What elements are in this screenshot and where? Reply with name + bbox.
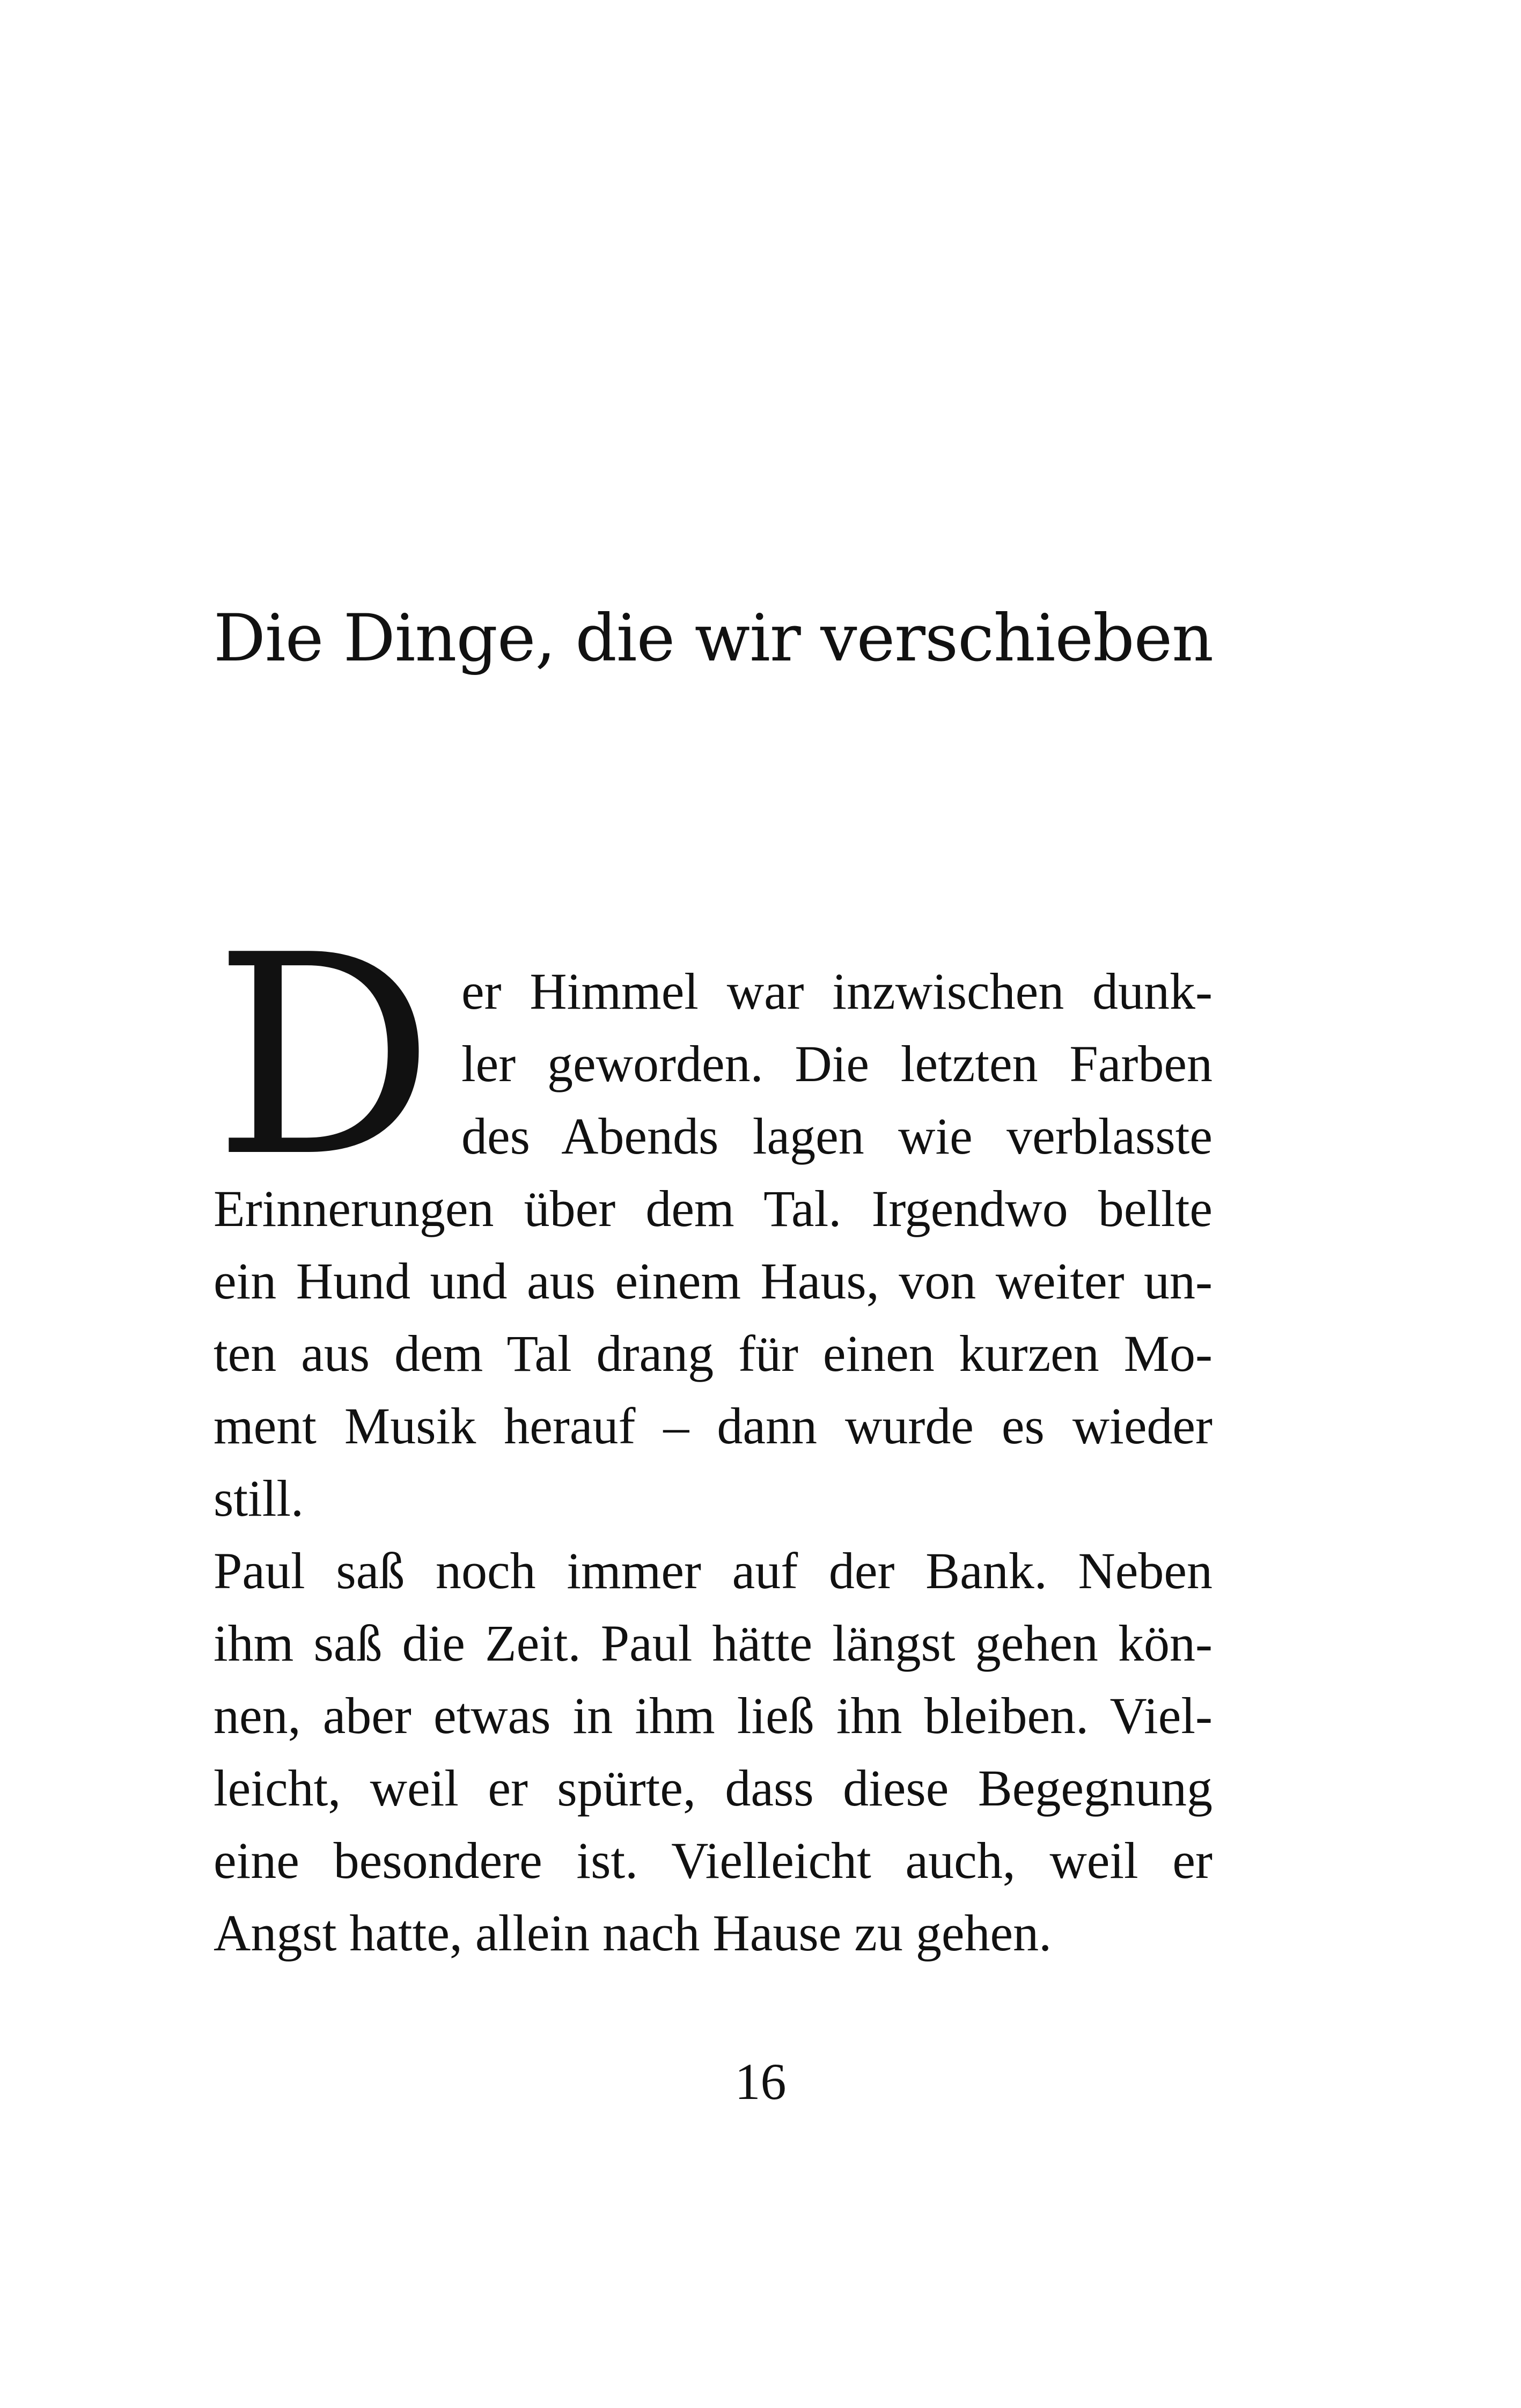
text-line: des Abends lagen wie verblasste [461, 1107, 1213, 1165]
text-line: eine besondere ist. Vielleicht auch, weil er [214, 1832, 1213, 1889]
page-number: 16 [734, 2053, 787, 2110]
text-line: nen, aber etwas in ihm ließ ihn bleiben. Viel- [214, 1687, 1213, 1744]
text-line: still. [214, 1470, 304, 1527]
text-line: ein Hund und aus einem Haus, von weiter un- [214, 1252, 1213, 1310]
text-line: Angst hatte, allein nach Hause zu gehen. [214, 1904, 1052, 1962]
chapter-title: Die Dinge, die wir verschieben [214, 600, 1214, 676]
text-line: Paul saß noch immer auf der Bank. Neben [214, 1542, 1213, 1599]
text-line: ler geworden. Die letzten Farben [461, 1035, 1213, 1092]
text-line: ten aus dem Tal drang für einen kurzen Mo- [214, 1325, 1213, 1382]
text-line: ihm saß die Zeit. Paul hätte längst gehen kön- [214, 1614, 1213, 1672]
text-line: leicht, weil er spürte, dass diese Begegnung [214, 1759, 1213, 1817]
drop-cap: D [214, 897, 435, 1217]
text-line: Erinnerungen über dem Tal. Irgendwo bellte [214, 1180, 1213, 1237]
text-line: er Himmel war inzwischen dunk- [461, 963, 1213, 1020]
text-line: ment Musik herauf – dann wurde es wieder [214, 1397, 1213, 1455]
